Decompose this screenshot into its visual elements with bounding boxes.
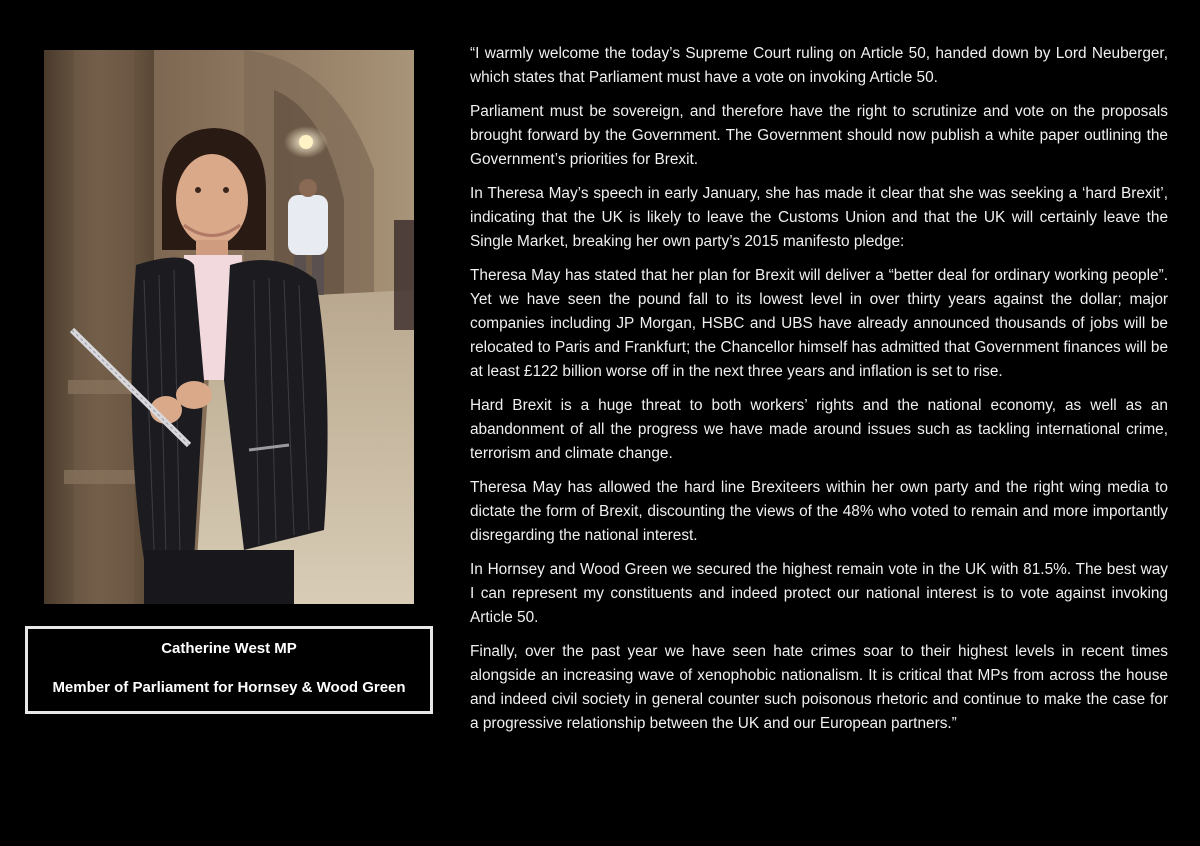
- paragraph: Parliament must be sovereign, and therefore have the right to scrutinize and vote on the proposals brought forward by the Government. The Government should now publish a white paper outlining the Government’s priorities for Brexit.: [470, 103, 1168, 168]
- paragraph: Hard Brexit is a huge threat to both workers’ rights and the national economy, as well as an abandonment of all the progress we have made around issues such as tackling international crime, terrorism and climate change.: [470, 397, 1168, 462]
- paragraph: Theresa May has stated that her plan for Brexit will deliver a “better deal for ordinary working people”. Yet we have seen the pound fall to its lowest level in over thirty years against the dollar; major companies including JP Morgan, HSBC and UBS have already announced thousands of jobs will be relocated to Paris and Frankfurt; the Chancellor himself has admitted that Government finances will be at least £122 billion worse off in the next three years and inflation is set to rise.: [470, 267, 1168, 380]
- caption-box: [25, 626, 433, 714]
- portrait-photo: [44, 50, 414, 604]
- paragraph: Theresa May has allowed the hard line Brexiteers within her own party and the right wing media to dictate the form of Brexit, discounting the views of the 48% who voted to remain and more importantly disregarding the national interest.: [470, 479, 1168, 544]
- paragraph: Finally, over the past year we have seen hate crimes soar to their highest levels in recent times alongside an increasing wave of xenophobic nationalism. It is critical that MPs from across the house and indeed civil society in general counter such poisonous rhetoric and continue to make the case for a progressive relationship between the UK and our European partners.”: [470, 643, 1168, 732]
- statement-text: [470, 42, 1168, 746]
- caption-name: Catherine West MP: [161, 640, 297, 657]
- paragraph: In Theresa May’s speech in early January, she has made it clear that she was seeking a ‘hard Brexit’, indicating that the UK is likely to leave the Customs Union and that the UK will certainly leave the Single Market, breaking her own party’s 2015 manifesto pledge:: [470, 185, 1168, 250]
- paragraph: In Hornsey and Wood Green we secured the highest remain vote in the UK with 81.5%. The best way I can represent my constituents and indeed protect our national interest is to vote against invoking Article 50.: [470, 561, 1168, 626]
- caption-role: Member of Parliament for Hornsey & Wood Green: [52, 679, 406, 696]
- paragraph: “I warmly welcome the today’s Supreme Court ruling on Article 50, handed down by Lord Neuberger, which states that Parliament must have a vote on invoking Article 50.: [470, 45, 1168, 86]
